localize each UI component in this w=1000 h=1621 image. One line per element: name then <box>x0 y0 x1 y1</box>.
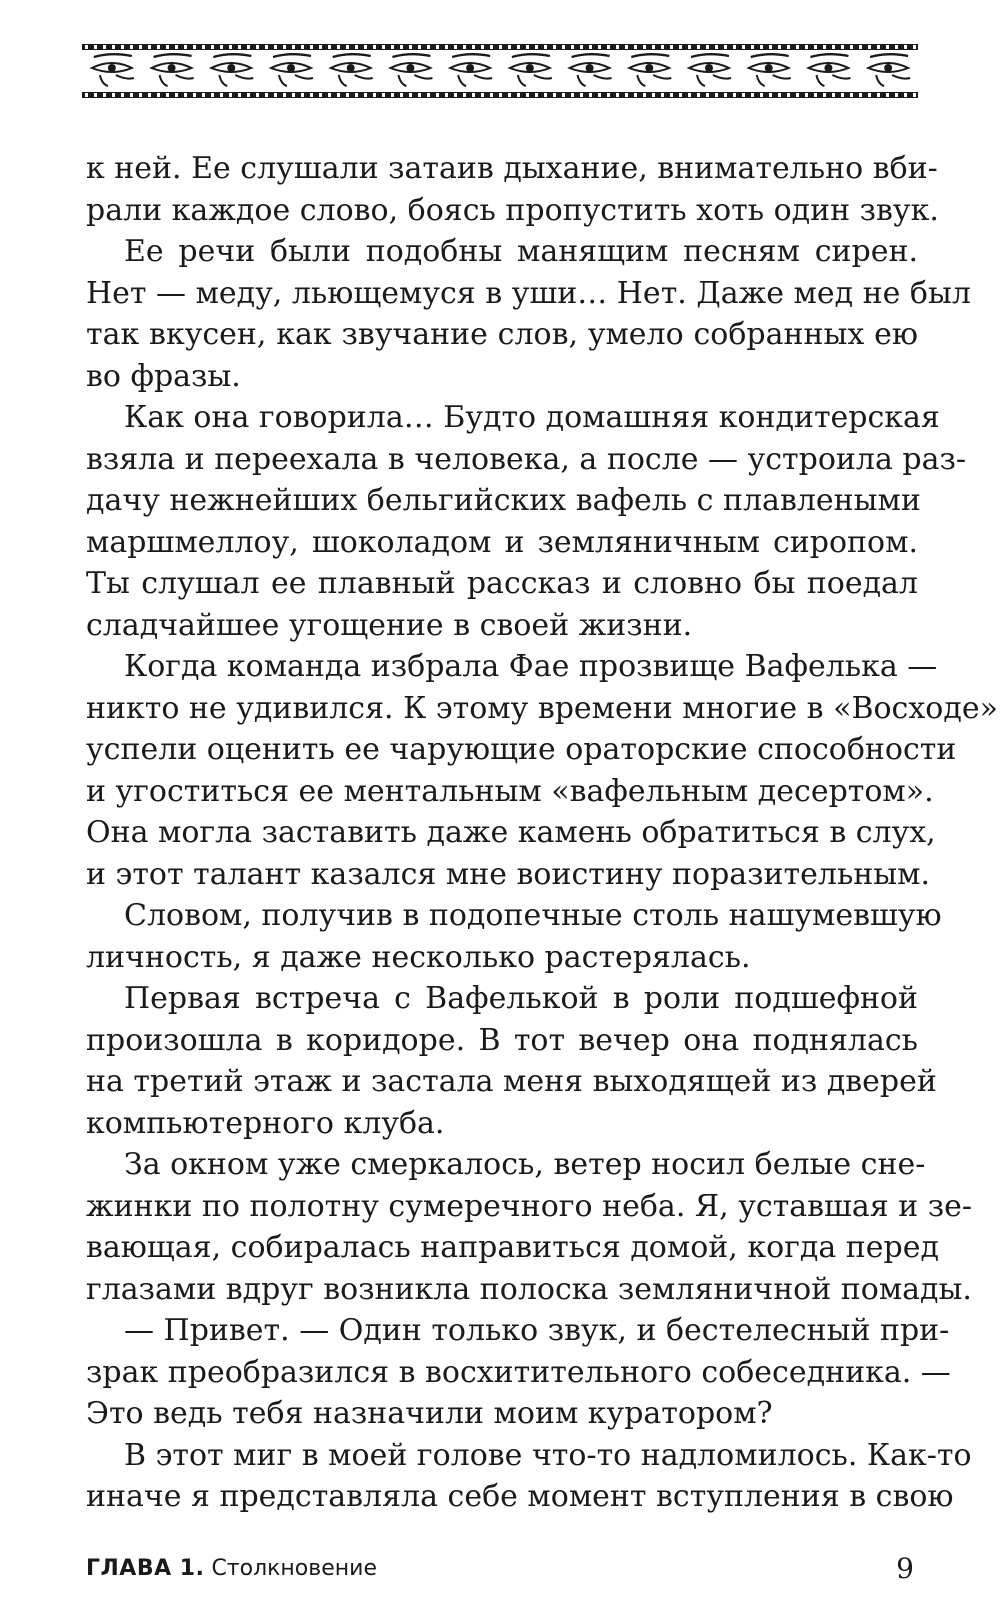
eye-icon <box>331 54 373 86</box>
text-line: дачу нежнейших бельгийских вафель с плавлеными <box>86 483 921 518</box>
text-line: на третий этаж и застала меня выходящей из дверей <box>86 1064 937 1099</box>
text-line: и угоститься ее ментальным «вафельным десертом». <box>86 773 934 809</box>
eye-icon <box>629 54 671 86</box>
text-line: к ней. Ее слушали затаив дыхание, внимательно вби- <box>86 151 938 186</box>
text-line: успели оценить ее чарующие ораторские способности <box>86 732 957 767</box>
text-line: рали каждое слово, боясь пропустить хоть один звук. <box>86 192 939 228</box>
eye-icon <box>152 54 194 86</box>
eye-icon <box>868 54 910 86</box>
paragraph <box>86 397 966 646</box>
page-number: 9 <box>896 1552 914 1585</box>
text-line: так вкусен, как звучание слов, умело собранных ею <box>86 317 918 352</box>
paragraph <box>86 1144 973 1310</box>
paragraph <box>86 895 942 978</box>
eye-icon <box>749 54 791 86</box>
eye-icon <box>390 54 432 86</box>
text-line: Как она говорила… Будто домашняя кондитерская <box>124 400 940 435</box>
paragraph <box>86 1310 951 1435</box>
text-line: За окном уже смеркалось, ветер носил белые сне- <box>124 1147 926 1182</box>
chapter-label: ГЛАВА 1. <box>86 1556 205 1581</box>
paragraph <box>86 1435 972 1518</box>
eye-icon <box>271 54 313 86</box>
text-line: вающая, собиралась направиться домой, когда перед <box>86 1230 939 1265</box>
page-text <box>86 148 998 1518</box>
text-line: иначе я представляла себе момент вступления в свою <box>86 1479 954 1514</box>
text-line: произошла в коридоре. В тот вечер она поднялась <box>86 1022 918 1058</box>
paragraph <box>86 978 937 1144</box>
text-line: глазами вдруг возникла полоска земляничной помады. <box>86 1271 972 1307</box>
text-line: компьютерного клуба. <box>86 1105 445 1141</box>
text-line: Она могла заставить даже камень обратиться в слух, <box>86 815 936 850</box>
eye-icon <box>689 54 731 86</box>
eye-icon <box>450 54 492 86</box>
running-footer <box>86 1552 918 1592</box>
text-line: маршмеллоу, шоколадом и земляничным сиропом. <box>86 524 918 560</box>
text-line: Первая встреча с Вафелькой в роли подшефной <box>124 981 918 1016</box>
text-line: Нет — меду, льющемуся в уши… Нет. Даже мед не был <box>86 275 971 311</box>
text-line: Ее речи были подобны манящим песням сирен. <box>124 234 918 269</box>
text-line: Словом, получив в подопечные столь нашумевшую <box>124 898 942 933</box>
text-line: взяла и переехала в человека, а после — устроила раз- <box>86 441 966 477</box>
text-line: сладчайшее угощение в своей жизни. <box>86 607 693 643</box>
paragraph <box>86 646 998 895</box>
eye-icon <box>211 54 253 86</box>
text-line: жинки по полотну сумеречного неба. Я, уставшая и зе- <box>86 1188 973 1224</box>
eye-icon <box>510 54 552 86</box>
eye-icon <box>570 54 612 86</box>
chapter-title: Столкновение <box>211 1556 377 1581</box>
text-line: личность, я даже несколько растерялась. <box>86 939 751 975</box>
paragraph <box>86 231 971 397</box>
eye-icon <box>808 54 850 86</box>
text-line: и этот талант казался мне воистину поразительным. <box>86 856 931 892</box>
text-line: Ты слушал ее плавный рассказ и словно бы поедал <box>86 566 918 601</box>
text-line: зрак преобразился в восхитительного собеседника. — <box>86 1354 951 1390</box>
text-line: Когда команда избрала Фае прозвище Вафелька — <box>124 649 938 684</box>
eye-icon <box>92 54 134 86</box>
paragraph <box>86 148 939 231</box>
text-line: во фразы. <box>86 358 241 394</box>
text-line: В этот миг в моей голове что-то надломилось. Как-то <box>124 1437 972 1473</box>
text-line: — Привет. — Один только звук, и бестелесный при- <box>124 1313 950 1348</box>
eye-of-horus-border-icon <box>82 42 918 100</box>
text-line: Это ведь тебя назначили моим куратором? <box>86 1396 773 1431</box>
text-line: никто не удивился. К этому времени многие в «Восходе» <box>86 690 998 726</box>
header-ornament <box>82 42 918 100</box>
